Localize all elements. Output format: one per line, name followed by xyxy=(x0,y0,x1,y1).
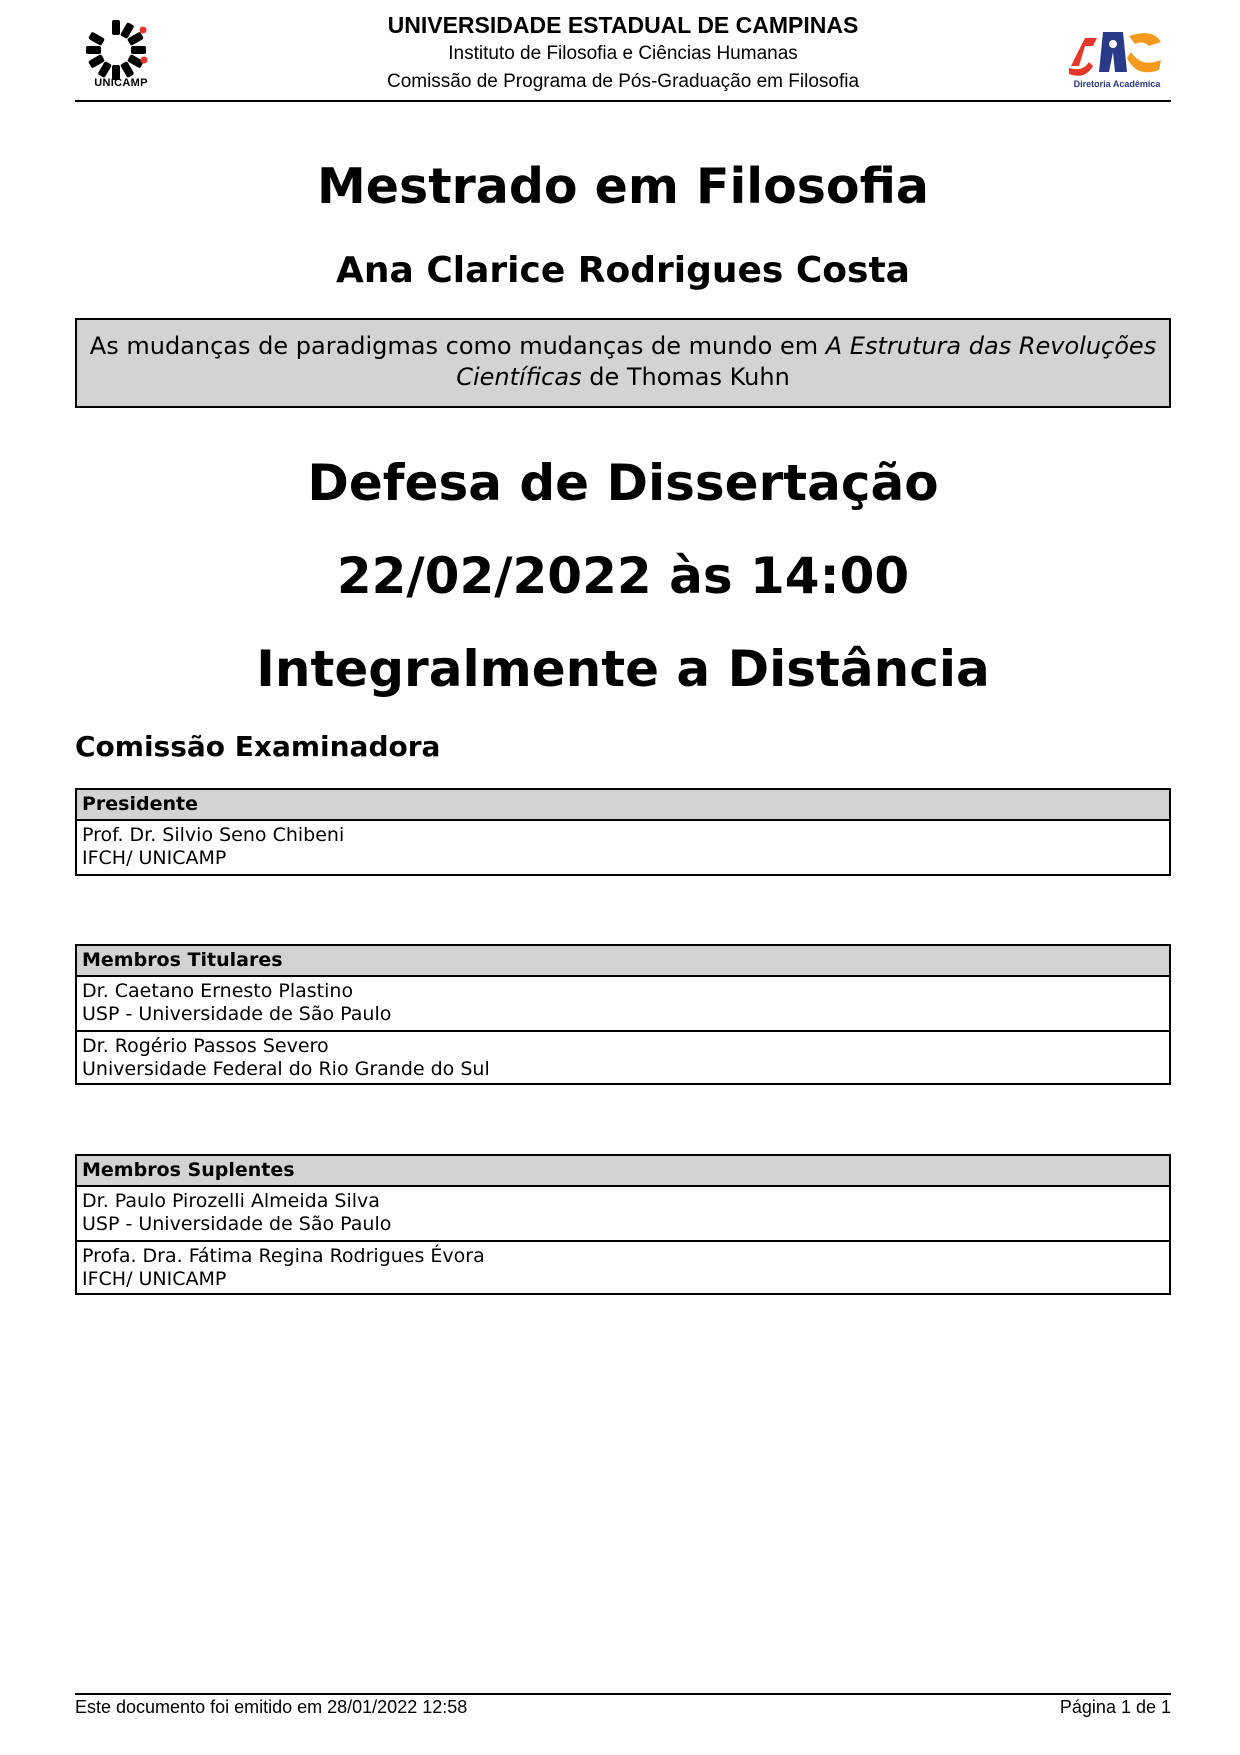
titular-members-box xyxy=(75,944,1171,1085)
member-affiliation: USP - Universidade de São Paulo xyxy=(82,1003,392,1025)
committee-member xyxy=(77,1187,1169,1240)
member-name: Profa. Dra. Fátima Regina Rodrigues Évora xyxy=(82,1245,485,1267)
member-affiliation: Universidade Federal do Rio Grande do Sul xyxy=(82,1058,490,1080)
document-footer xyxy=(75,1693,1171,1717)
thesis-title-part1: As mudanças de paradigmas como mudanças de mundo em xyxy=(89,332,826,360)
thesis-title-part2: de Thomas Kuhn xyxy=(581,363,790,391)
committee-member xyxy=(77,821,1169,874)
event-type: Defesa de Dissertação xyxy=(307,454,939,512)
commission-name: Comissão de Programa de Pós-Graduação em Filosofia xyxy=(386,71,860,92)
page-number: Página 1 de 1 xyxy=(1059,1697,1171,1717)
member-name: Dr. Paulo Pirozelli Almeida Silva xyxy=(82,1190,380,1212)
president-box xyxy=(75,788,1171,876)
program-title: Mestrado em Filosofia xyxy=(317,158,929,215)
event-mode: Integralmente a Distância xyxy=(256,640,990,698)
member-affiliation: USP - Universidade de São Paulo xyxy=(82,1213,392,1235)
dac-logo-text: Diretoria Acadêmica xyxy=(1073,79,1161,89)
committee-member xyxy=(77,977,1169,1030)
substitute-members-header: Membros Suplentes xyxy=(77,1156,1169,1187)
issued-timestamp: Este documento foi emitido em 28/01/2022 12:58 xyxy=(75,1697,468,1717)
header-text xyxy=(225,10,1021,96)
member-affiliation: IFCH/ UNICAMP xyxy=(82,1268,227,1290)
substitute-members-box xyxy=(75,1154,1171,1295)
event-datetime: 22/02/2022 às 14:00 xyxy=(336,547,910,605)
member-affiliation: IFCH/ UNICAMP xyxy=(82,847,227,869)
university-name: UNIVERSIDADE ESTADUAL DE CAMPINAS xyxy=(387,12,859,38)
member-name: Dr. Rogério Passos Severo xyxy=(82,1035,329,1057)
titular-members-header: Membros Titulares xyxy=(77,946,1169,977)
member-name: Prof. Dr. Silvio Seno Chibeni xyxy=(82,824,345,846)
institute-name: Instituto de Filosofia e Ciências Humanas xyxy=(448,43,798,64)
president-header: Presidente xyxy=(77,790,1169,821)
committee-heading: Comissão Examinadora xyxy=(75,730,441,763)
committee-member xyxy=(77,1030,1169,1083)
document-header xyxy=(75,10,1171,102)
member-name: Dr. Caetano Ernesto Plastino xyxy=(82,980,354,1002)
thesis-title-box xyxy=(75,318,1171,408)
committee-member xyxy=(77,1240,1169,1293)
student-name: Ana Clarice Rodrigues Costa xyxy=(336,250,910,291)
unicamp-logo-text: UNICAMP xyxy=(94,77,148,89)
thesis-title-italic: A Estrutura das Revoluções Científicas xyxy=(456,332,1157,391)
